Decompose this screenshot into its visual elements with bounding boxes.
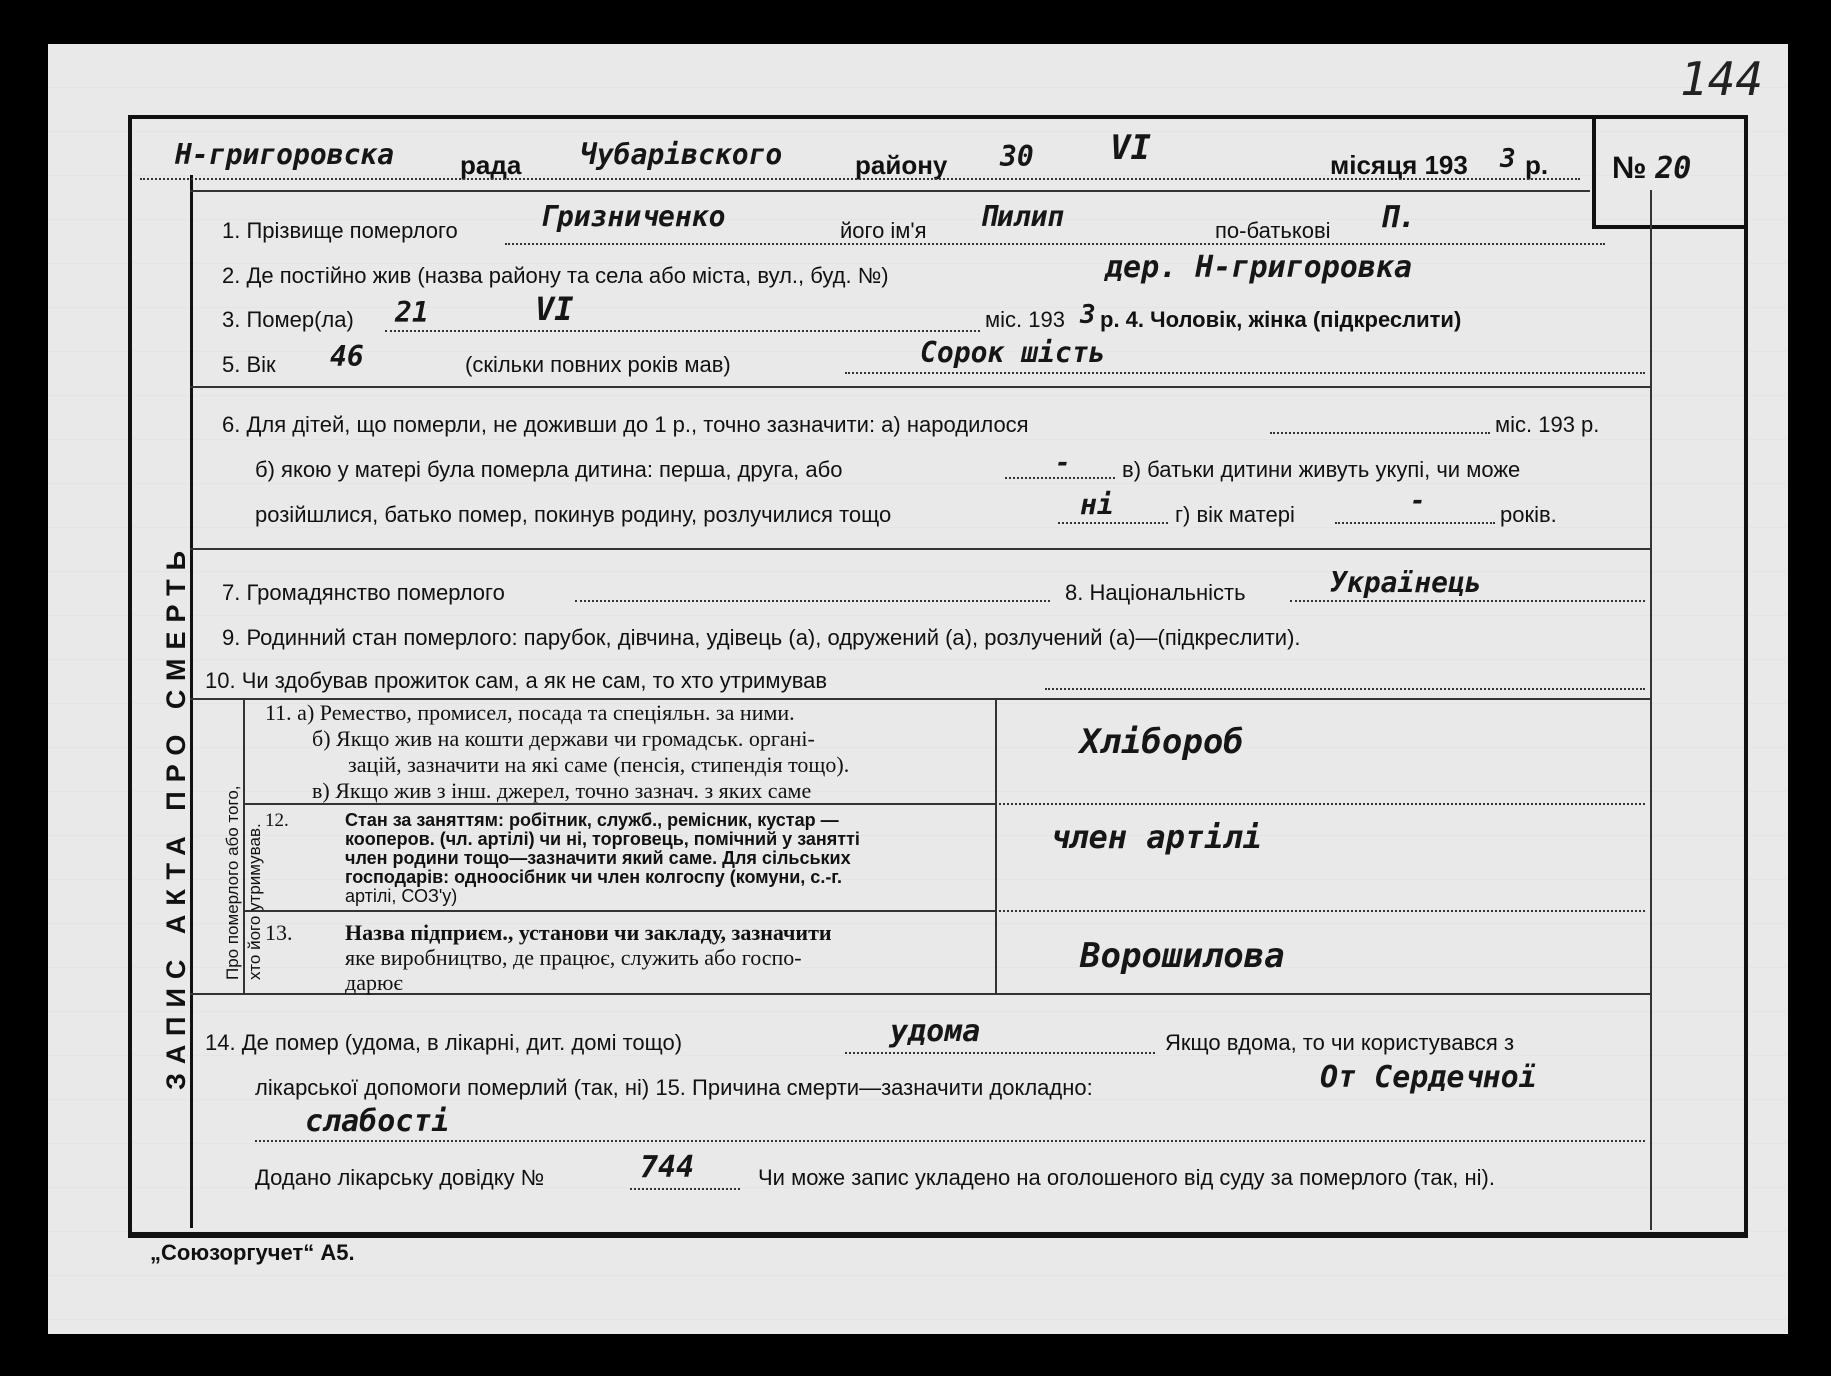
- field-3-mis: міс. 193: [985, 307, 1065, 332]
- field-9-label: 9. Родинний стан померлого: парубок, дівчина, удівець (а), одружений (а), розлучений (а)—(підкреслити).: [222, 625, 1301, 650]
- field-11-value: Хлібороб: [1080, 722, 1244, 762]
- field-11-b-2: зацій, зазначити на які саме (пенсія, стипендія тощо).: [348, 752, 850, 777]
- header-year-digit: 3: [1500, 144, 1516, 174]
- record-number: [1612, 150, 1691, 186]
- field-11-a: 11. а) Ремество, промисел, посада та спеціяльн. за ними.: [265, 700, 795, 725]
- side-title: ЗАПИС АКТА ПРО СМЕРТЬ: [161, 541, 191, 1090]
- field-5-words: Сорок шість: [920, 336, 1106, 369]
- rule-after-5: [190, 386, 1650, 388]
- number-label: №: [1612, 150, 1647, 185]
- rule-after-12: [243, 910, 995, 912]
- header-month: VI: [1110, 128, 1151, 168]
- field-14-label: 14. Де помер (удома, в лікарні, дит. домі тощо): [205, 1030, 683, 1055]
- field-1-label: 1. Прізвище померлого: [222, 218, 458, 243]
- field-5-label: 5. Вік: [222, 352, 276, 377]
- field-15-value-2: слабості: [305, 1104, 450, 1139]
- field-5-age: 46: [330, 340, 364, 373]
- field-3-dotline: [385, 330, 980, 332]
- field-16-label: Додано лікарську довідку №: [255, 1165, 545, 1190]
- rule-after-11-right: [995, 803, 1645, 805]
- header-day: 30: [1000, 140, 1034, 173]
- field-6-rokiv: років.: [1500, 502, 1557, 527]
- month-label: місяця 193: [1330, 150, 1468, 180]
- vertical-note-line-1: Про померлого або того,: [223, 785, 242, 980]
- field-11-b-1: б) Якщо жив на кошти держави чи громадськ. органі-: [312, 726, 815, 751]
- field-2-value: дер. Н-григоровка: [1105, 250, 1413, 285]
- rule-after-13: [190, 993, 1650, 995]
- field-13-line-3: дарює: [345, 970, 403, 995]
- field-2-label: 2. Де постійно жив (назва району та села або міста, вул., буд. №): [222, 263, 889, 288]
- field-1-name: Пилип: [980, 200, 1065, 233]
- field-13-line-1: Назва підприєм., установи чи закладу, зазначити: [345, 920, 832, 945]
- rada-label: рада: [460, 150, 522, 180]
- field-1-patronymic: П.: [1380, 200, 1417, 235]
- field-1-surname: Гризниченко: [540, 200, 726, 233]
- field-13-line-2: яке виробництво, де працює, служить або госпо-: [345, 945, 802, 970]
- field-12-line-3: член родини тощо—зазначити який саме. Для сільських: [345, 848, 851, 868]
- field-3-month: VI: [535, 290, 574, 328]
- field-12-number: 12.: [265, 810, 289, 831]
- field-15-value-1: От Сердечної: [1320, 1060, 1537, 1095]
- field-6-line-2a: б) якою у матері була померла дитина: перша, друга, або: [255, 457, 843, 482]
- district-name: Чубарівского: [580, 138, 783, 171]
- rule-after-6: [190, 548, 1650, 550]
- printer-mark: „Союзоргучет“ А5.: [150, 1240, 355, 1265]
- village-name: Н-григоровска: [175, 138, 395, 171]
- field-6-dotline-1: [1270, 432, 1490, 434]
- field-8-dotline: [1290, 600, 1645, 602]
- number-value: 20: [1655, 151, 1692, 186]
- field-5-desc: (скільки повних років мав): [465, 352, 731, 377]
- field-11-c: в) Якщо жив з інш. джерел, точно зазнач. з яких саме: [312, 778, 812, 803]
- field-5-dotline: [845, 372, 1645, 374]
- field-16-dotline: [630, 1188, 740, 1190]
- field-6-line-2b: в) батьки дитини живуть укупі, чи може: [1122, 457, 1521, 482]
- field-12-line-2: кооперов. (чл. артілі) чи ні, торговець, помічний у занятті: [345, 829, 860, 849]
- field-14-value: удома: [890, 1014, 981, 1049]
- field-3-label: 3. Помер(ла): [222, 307, 354, 332]
- header-rule: [190, 190, 1590, 192]
- field-12-line-1: Стан за заняттям: робітник, служб., ремісник, кустар —: [345, 810, 839, 830]
- field-6-dash-1: -: [1055, 448, 1071, 478]
- field-1-dotline: [505, 243, 1605, 245]
- field-6-mis: міс. 193 р.: [1495, 412, 1600, 437]
- field-6-line-3a: розійшлися, батько помер, покинув родину, розлучилися тощо: [255, 502, 892, 527]
- page-number: 144: [1680, 52, 1764, 106]
- field-8-value: Українець: [1330, 566, 1482, 599]
- field-6-dotline-4: [1335, 522, 1495, 524]
- field-7-label: 7. Громадянство померлого: [222, 580, 505, 605]
- field-3-year-digit: 3: [1080, 300, 1096, 330]
- field-14-line-2: лікарської допомоги померлий (так, ні) 15. Причина смерти—зазначити докладно:: [255, 1075, 1093, 1100]
- field-10-label: 10. Чи здобував прожиток сам, а як не сам, то хто утримував: [205, 668, 828, 693]
- vertical-note: [222, 785, 266, 980]
- field-15-dotline: [255, 1140, 1645, 1142]
- field-13-number: 13.: [265, 920, 293, 945]
- field-3-day: 21: [395, 296, 429, 329]
- vertical-note-line-2: хто його утримував.: [245, 823, 264, 980]
- rayon-label: району: [855, 150, 948, 180]
- field-6-line-3b: г) вік матері: [1175, 502, 1295, 527]
- field-16-value: 744: [640, 1150, 695, 1185]
- field-14-tail: Якщо вдома, то чи користувався з: [1165, 1030, 1515, 1055]
- field-16-tail: Чи може запис укладено на оголошеного від суду за померлого (так, ні).: [758, 1165, 1495, 1190]
- field-1-name-label: його ім'я: [840, 218, 927, 243]
- field-12-line-5: артілі, СОЗ'у): [345, 886, 458, 906]
- field-8-label: 8. Національність: [1065, 580, 1246, 605]
- year-suffix: р.: [1525, 150, 1549, 180]
- field-14-dotline: [845, 1052, 1155, 1054]
- header-dotline: [140, 178, 1580, 180]
- field-7-dotline: [575, 600, 1050, 602]
- field-12-line-4: господарів: одноосібник чи член колгоспу (комуни, с.-г.: [345, 867, 843, 887]
- field-1-patronymic-label: по-батькові: [1215, 218, 1331, 243]
- field-6-ni: ні: [1080, 488, 1114, 521]
- field-6-dash-2: -: [1410, 486, 1426, 516]
- field-13-value: Ворошилова: [1080, 936, 1285, 976]
- subtable-middle-rule: [995, 698, 997, 993]
- field-3-gender: р. 4. Чоловік, жінка (підкреслити): [1100, 307, 1462, 332]
- right-margin-rule: [1650, 190, 1652, 1230]
- field-10-dotline: [1045, 688, 1645, 690]
- field-12-value: член артілі: [1050, 818, 1262, 856]
- rule-after-12-right: [995, 910, 1645, 912]
- field-6-line-1: 6. Для дітей, що померли, не доживши до 1 р., точно зазначити: а) народилося: [222, 412, 1029, 437]
- field-6-dotline-3: [1058, 522, 1168, 524]
